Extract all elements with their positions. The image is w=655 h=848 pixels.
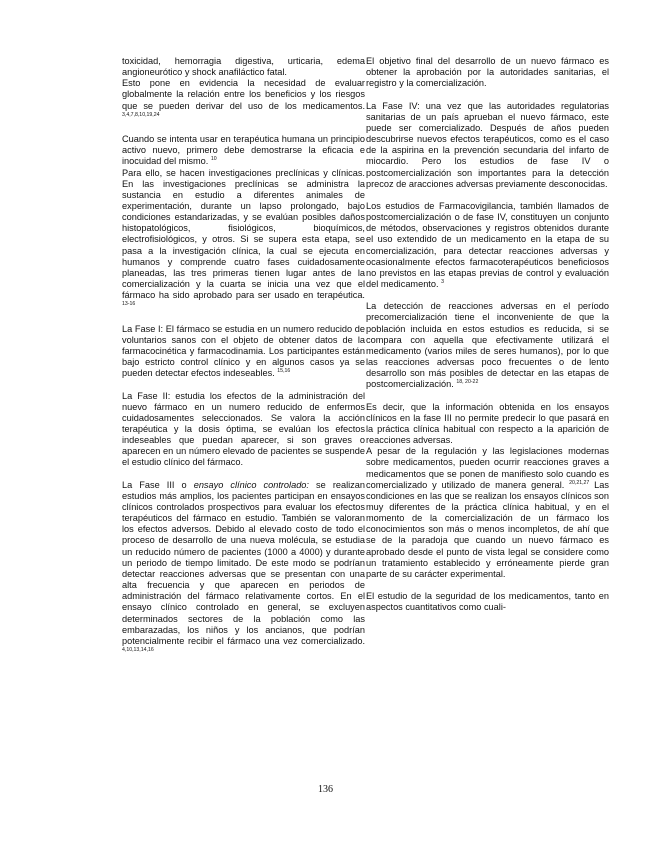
citation: 3,4,7,8,10,19,24 (122, 111, 160, 118)
paragraph: Es decir, que la información obtenida en los ensayos clínicos en la fase III no permite predecir lo que pasará en la práctica clínica habitual con respecto a la aparición de reacciones adversas. (366, 401, 609, 446)
paragraph: La Fase III o ensayo clínico controlado: se realizan estudios más amplios, los pacientes participan en ensayos clínicos controlados prospectivos para evaluar los efectos terapéuticos del fármaco en estudio. También se valoran los efectos adversos. Debido al elevado costo de todo el proceso de desarrollo de una nueva molécula, se estudia un reducido número de pacientes (1000 a 4000) y durante un periodo de tiempo limitado. De este modo se podrían detectar reacciones adversas que se presentan con una alta frecuencia y que aparecen en periodos de administración del fármaco relativamente cortos. En el ensayo clínico controlado en general, se excluyen determinados sectores de la población como las embarazadas, los niños y los ancianos, que podrían potencialmente recibir el fármaco una vez comercializado. $^{4,10,13,14,16}$ (122, 479, 365, 653)
citation: 18, 20-22 (456, 379, 479, 386)
paragraph: toxicidad, hemorragia digestiva, urticaria, edema angioneurótico y shock anafiláctico fatal. (122, 56, 365, 78)
paragraph: El estudio de la seguridad de los medicamentos, tanto en aspectos cuantitativos como cuali- (366, 591, 609, 613)
paragraph: La Fase IV: una vez que las autoridades regulatorias sanitarias de un país aprueban el nuevo fármaco, este puede ser comercializado. Después de años pueden descubrirse nuevos efectos terapéuticos, como es el caso de la aspirina en la prevención secundaria del infarto de miocardio. Pero los estudios de fase IV o postcomercialización son importantes para la detección precoz de aracciones adversas previamente desconocidas. (366, 100, 609, 189)
paragraph: Los estudios de Farmacovigilancia, también llamados de postcomercialización o de fase IV, constituyen un conjunto de métodos, observaciones y registros obtenidos durante el uso extendido de un medicamento en la etapa de su comercialización, para detectar reacciones adversas y ocasionalmente efectos farmacoterapéuticos beneficiosos no previstos en las etapas previas de control y evaluación del medicamento. $^3$ (366, 200, 609, 289)
left-column (122, 56, 365, 669)
paragraph: Cuando se intenta usar en terapéutica humana un principio activo nuevo, primero debe demostrarse la eficacia e inocuidad del mismo. $^{10}$ (122, 134, 365, 167)
italic-term: ensayo clínico controlado: (193, 479, 309, 490)
citation: 10 (210, 156, 217, 163)
citation: 13-16 (122, 301, 136, 308)
paragraph: Esto pone en evidencia la necesidad de evaluar globalmente la relación entre los beneficios y los riesgos que se pueden derivar del uso de los medicamentos. $^{3,4,7,8,10,19,24}$ (122, 78, 365, 118)
right-column (366, 56, 609, 625)
citation: 15,16 (277, 368, 291, 375)
paragraph: La detección de reacciones adversas en el período precomercialización tiene el inconveniente de que la población incluida en estos estudios es reducida, si se compara con aquella que efectivamente utilizará el medicamento (varios miles de seres humanos), por lo que las reacciones adversas poco frecuentes o de lento desarrollo son más posibles de detectar en las etapas de postcomercialización. $^{18, 20-22}$ (366, 301, 609, 390)
paragraph: A pesar de la regulación y las legislaciones modernas sobre medicamentos, pueden ocurrir reacciones graves a medicamentos que se ponen de manifiesto solo cuando es comercializado y utilizado de manera general. $^{20,21,27}$ Las condiciones en las que se realizan los ensayos clínicos son muy diferentes de la práctica clínica habitual, y en el momento de la comercialización de un fármaco los conocimientos son más o menos incompletos, de ahí que se de la paradoja que cuando un nuevo fármaco es aprobado desde el punto de vista legal se considere como un tratamiento establecido y erróneamente pierde gran parte de su carácter experimental. (366, 446, 609, 579)
citation: 3 (441, 278, 444, 285)
citation: 4,10,13,14,16 (122, 646, 154, 653)
paragraph: La Fase I: El fármaco se estudia en un numero reducido de voluntarios sanos con el objeto de obtener datos de la farmacocinética y farmacodinamia. Los participantes están bajo estricto control clínico y en algunos casos ya se pueden detectar efectos indeseables. $^{15,16}$ (122, 323, 365, 379)
paragraph: Para ello, se hacen investigaciones preclínicas y clínicas. En las investigaciones preclínicas se administra la sustancia en estudio a diferentes animales de experimentación, durante un lapso prolongado, bajo condiciones estandarizadas, y se evalúan posibles daños histopatológicos, fisiológicos, bioquímicos, electrofisiológicos, y otros. Si se supera esta etapa, se pasa a la investigación clínica, la cual se ejecuta en humanos y comprende cuatro fases cuidadosamente planeadas, las tres primeras tienen lugar antes de la comercialización y la cuarta se inicia una vez que el fármaco ha sido aprobado para ser usado en terapéutica. $^{13-16}$ (122, 167, 365, 308)
paragraph: El objetivo final del desarrollo de un nuevo fármaco es obtener la aprobación por la autoridades sanitarias, el registro y la comercialización. (366, 56, 609, 89)
paragraph: La Fase II: estudia los efectos de la administración del nuevo fármaco en un numero reducido de enfermos cuidadosamentes seleccionados. Se valora la acción terapéutica y la dosis óptima, se evalúan los efectos indeseables que puedan aparecer, si son graves o aparecen en un número elevado de pacientes se suspende el estudio clínico del fármaco. (122, 390, 365, 468)
page-number: 136 (318, 784, 333, 795)
citation: 20,21,27 (569, 479, 590, 486)
